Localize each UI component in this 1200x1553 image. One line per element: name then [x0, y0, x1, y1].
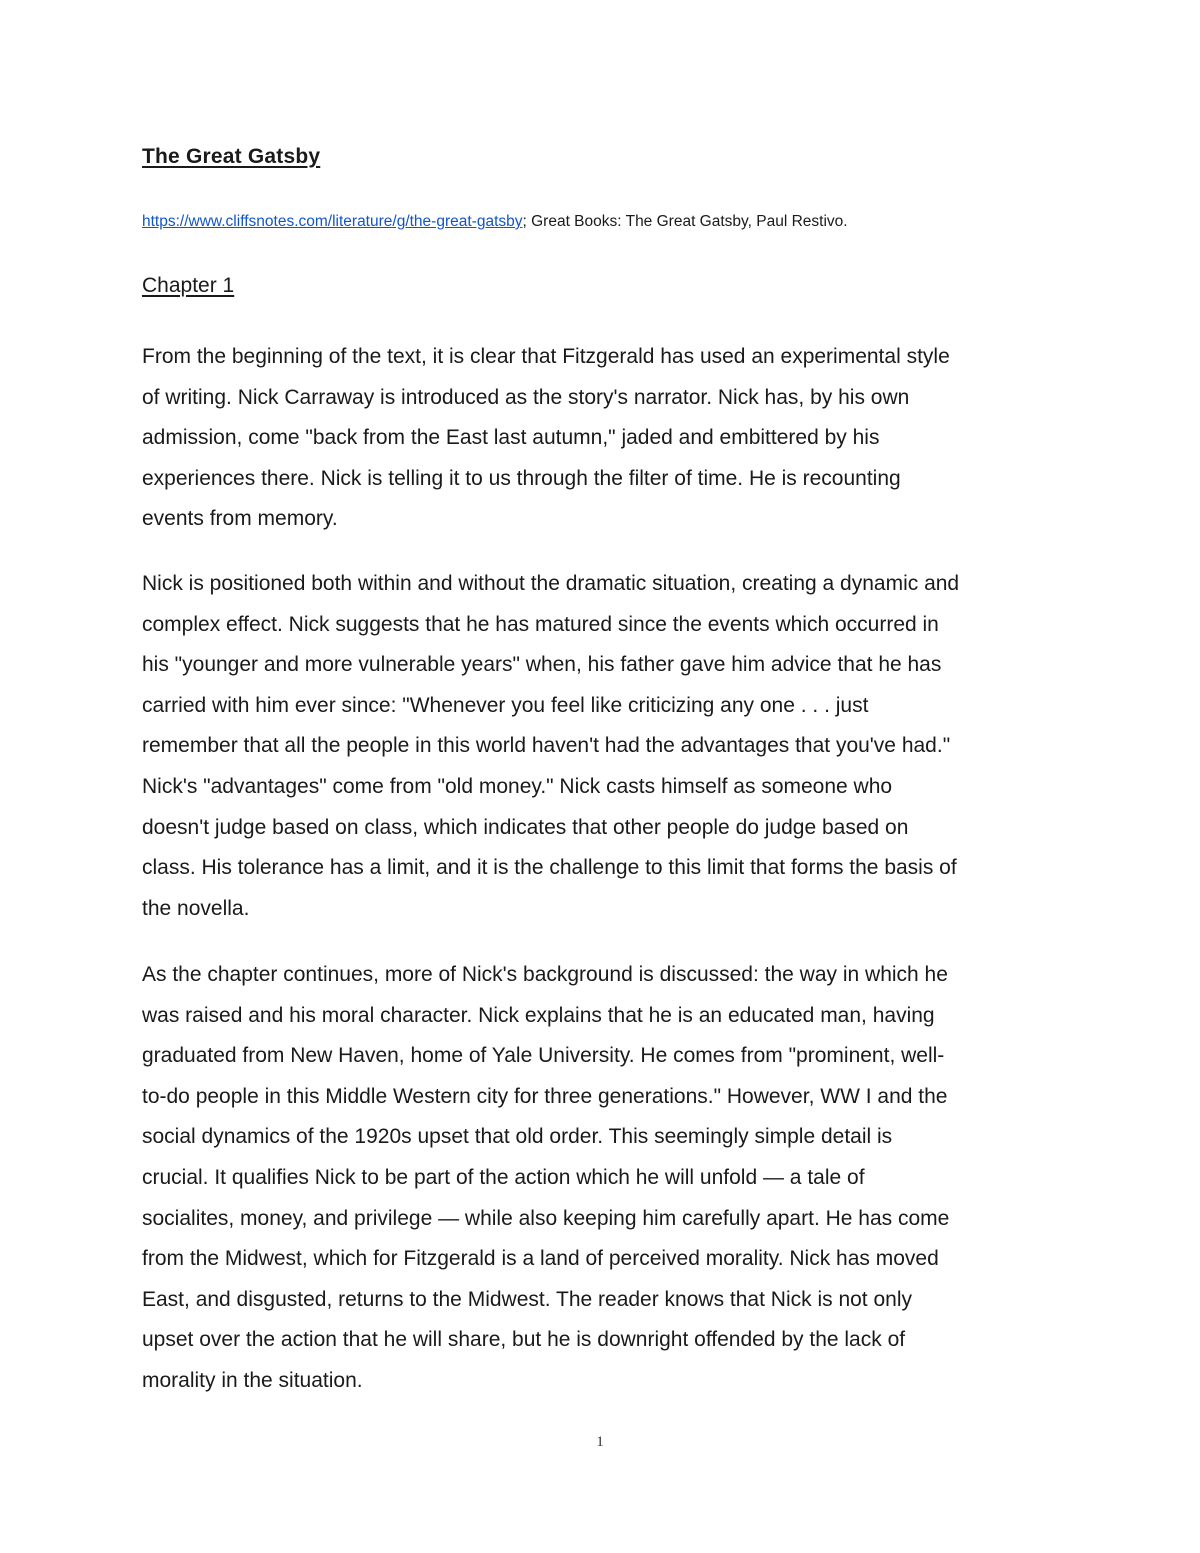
paragraph-line: from the Midwest, which for Fitzgerald is a land of perceived morality. Nick has moved [142, 1247, 939, 1271]
paragraph-line: From the beginning of the text, it is clear that Fitzgerald has used an experimental style [142, 345, 950, 368]
source-citation-rest: ; Great Books: The Great Gatsby, Paul Restivo. [522, 213, 848, 230]
paragraph-line: his "younger and more vulnerable years" when, his father gave him advice that he has [142, 653, 942, 677]
paragraph-line: As the chapter continues, more of Nick's background is discussed: the way in which he [142, 963, 948, 986]
paragraph-line: admission, come "back from the East last autumn," jaded and embittered by his [142, 426, 880, 450]
paragraph-line: Nick's "advantages" come from "old money." Nick casts himself as someone who [142, 774, 893, 798]
paragraph-2 [142, 564, 1072, 929]
paragraph-line: carried with him ever since: "Whenever you feel like criticizing any one . . . just [142, 693, 869, 717]
paragraph-line: graduated from New Haven, home of Yale University. He comes from "prominent, well- [142, 1044, 945, 1068]
paragraph-line: upset over the action that he will share, but he is downright offended by the lack of [142, 1328, 906, 1352]
paragraph-line: of writing. Nick Carraway is introduced as the story's narrator. Nick has, by his own [142, 385, 910, 409]
paragraph-line: East, and disgusted, returns to the Midwest. The reader knows that Nick is not only [142, 1287, 912, 1311]
chapter-heading: Chapter 1 [142, 274, 235, 297]
paragraph-line: doesn't judge based on class, which indicates that other people do judge based on [142, 815, 909, 839]
paragraph-line: experiences there. Nick is telling it to us through the filter of time. He is recounting [142, 466, 901, 490]
source-link[interactable]: https://www.cliffsnotes.com/literature/g/the-great-gatsby [142, 213, 523, 230]
paragraph-line: social dynamics of the 1920s upset that old order. This seemingly simple detail is [142, 1125, 893, 1149]
paragraph-line: the novella. [142, 896, 250, 920]
paragraph-line: to-do people in this Middle Western city for three generations." However, WW I and the [142, 1084, 948, 1108]
paragraph-line: events from memory. [142, 507, 338, 531]
paragraph-line: was raised and his moral character. Nick explains that he is an educated man, having [142, 1003, 935, 1027]
paragraph-line: crucial. It qualifies Nick to be part of the action which he will unfold — a tale of [142, 1165, 865, 1189]
source-citation [142, 213, 848, 231]
paragraph-line: class. His tolerance has a limit, and it is the challenge to this limit that forms the basis of [142, 856, 957, 880]
paragraph-line: morality in the situation. [142, 1368, 363, 1392]
paragraph-line: remember that all the people in this world haven't had the advantages that you've had." [142, 734, 951, 758]
paragraph-1 [142, 337, 1072, 540]
paragraph-line: complex effect. Nick suggests that he has matured since the events which occurred in [142, 612, 939, 636]
document-title: The Great Gatsby [142, 145, 321, 168]
paragraph-3 [142, 955, 1072, 1402]
paragraph-line: socialites, money, and privilege — while also keeping him carefully apart. He has come [142, 1206, 950, 1230]
page-number: 1 [596, 1434, 604, 1450]
paragraph-line: Nick is positioned both within and without the dramatic situation, creating a dynamic and [142, 572, 960, 595]
